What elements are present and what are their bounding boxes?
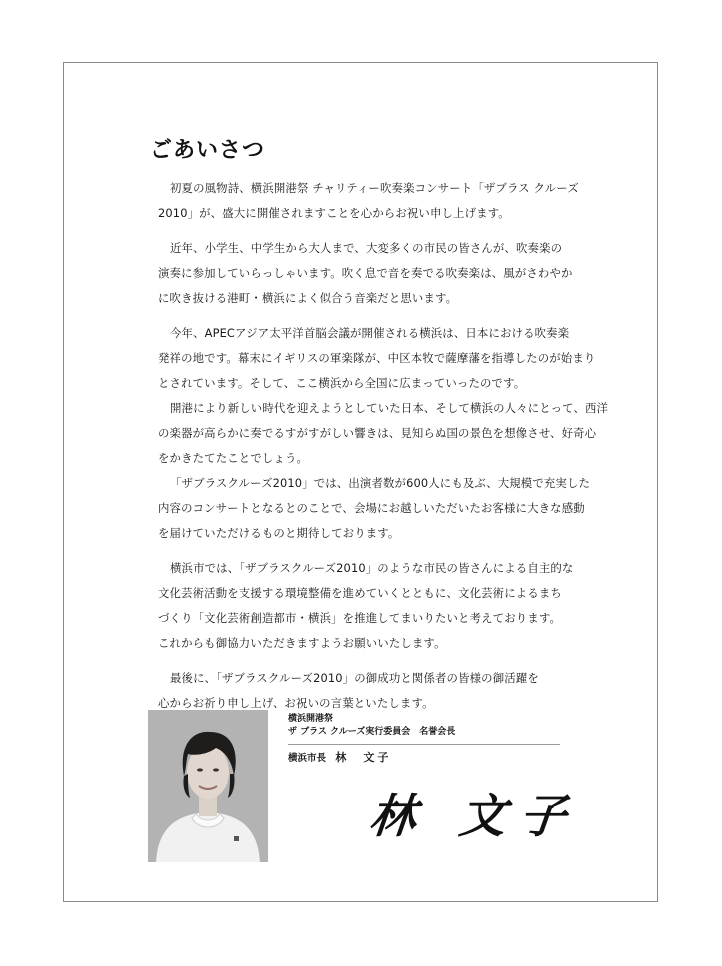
org-line-2: ザ ブラス クルーズ実行委員会 名誉会長 <box>288 727 456 737</box>
text-line: を届けていただけるものと期待しております。 <box>158 526 400 540</box>
text-line: 「ザブラスクルーズ2010」では、出演者数が600人にも及ぶ、大規模で充実した <box>170 476 591 490</box>
signature-block <box>288 713 560 765</box>
paragraph-1 <box>158 176 579 226</box>
mayor-portrait-photo <box>148 710 268 862</box>
paragraph-3 <box>158 321 596 396</box>
text-line: 初夏の風物詩、横浜開港祭 チャリティー吹奏楽コンサート「ザブラス クルーズ <box>170 181 579 195</box>
text-line: の楽器が高らかに奏でるすがすがしい響きは、見知らぬ国の景色を想像させ、好奇心 <box>158 426 597 440</box>
text-line: 発祥の地です。幕末にイギリスの軍楽隊が、中区本牧で薩摩藩を指導したのが始まり <box>158 351 596 365</box>
mayor-name: 林 文子 <box>335 751 392 764</box>
paragraph-4 <box>158 396 609 471</box>
text-line: これからも御協力いただきますようお願いいたします。 <box>158 636 446 650</box>
text-line: 2010」が、盛大に開催されますことを心からお祝い申し上げます。 <box>158 206 510 220</box>
text-line: 内容のコンサートとなるとのことで、会場にお越しいただいたお客様に大きな感動 <box>158 501 585 515</box>
text-line: 演奏に参加していらっしゃいます。吹く息で音を奏でる吹奏楽は、風がさわやか <box>158 266 573 280</box>
paragraph-2 <box>158 236 573 311</box>
text-line: 文化芸術活動を支援する環境整備を進めていくとともに、文化芸術によるまち <box>158 586 562 600</box>
text-line: 今年、APECアジア太平洋首脳会議が開催される横浜は、日本における吹奏楽 <box>170 326 570 340</box>
text-line: をかきたてたことでしょう。 <box>158 451 309 465</box>
paragraph-5 <box>158 471 591 546</box>
page-title: ごあいさつ <box>150 137 266 163</box>
divider <box>288 744 560 745</box>
mayor-line <box>288 749 560 765</box>
text-line: づくり「文化芸術創造都市・横浜」を推進してまいりたいと考えております。 <box>158 611 562 625</box>
paragraph-7 <box>158 666 560 716</box>
text-line: 横浜市では、「ザブラスクルーズ2010」のような市民の皆さんによる自主的な <box>170 561 574 575</box>
mayor-title: 横浜市長 <box>288 753 327 764</box>
text-line: に吹き抜ける港町・横浜によく似合う音楽だと思います。 <box>158 291 458 305</box>
org-line-1: 横浜開港祭 <box>288 714 334 724</box>
paragraph-6 <box>158 556 574 656</box>
text-line: とされています。そして、ここ横浜から全国に広まっていったのです。 <box>158 376 526 390</box>
text-line: 近年、小学生、中学生から大人まで、大変多くの市民の皆さんが、吹奏楽の <box>170 241 563 255</box>
handwritten-signature: 林 文子 <box>366 789 583 843</box>
greeting-body <box>158 176 609 726</box>
text-line: 心からお祈り申し上げ、お祝いの言葉といたします。 <box>158 696 434 710</box>
text-line: 開港により新しい時代を迎えようとしていた日本、そして横浜の人々にとって、西洋 <box>170 401 609 415</box>
portrait-illustration <box>148 710 268 862</box>
text-line: 最後に、「ザブラスクルーズ2010」の御成功と関係者の皆様の御活躍を <box>170 671 539 685</box>
